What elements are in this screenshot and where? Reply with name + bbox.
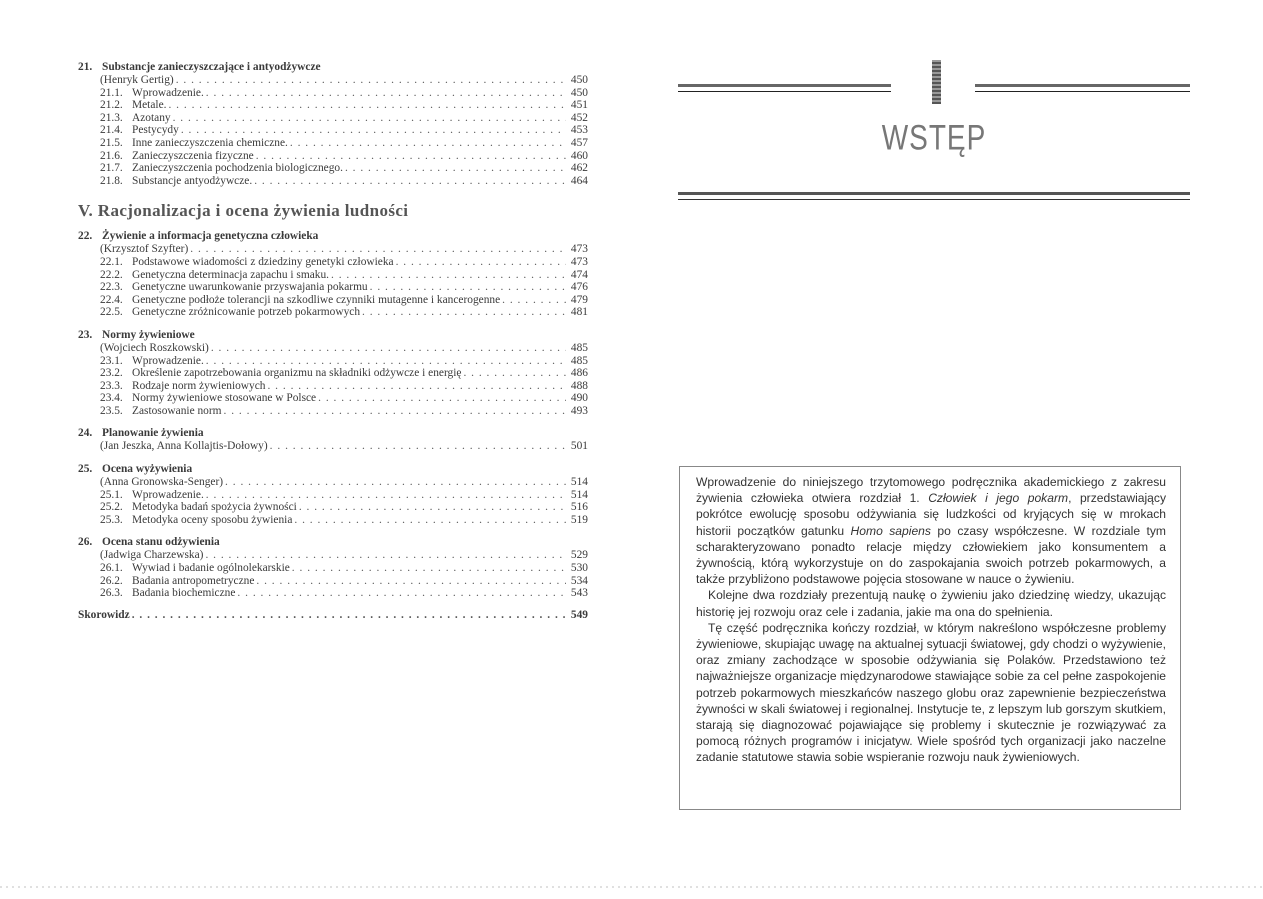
page-number: 462 bbox=[570, 162, 588, 175]
section-number: 22.2. bbox=[100, 268, 123, 281]
section-number: 22.4. bbox=[100, 293, 123, 306]
chapter-author: (Jadwiga Charzewska) bbox=[100, 549, 204, 562]
page-number: 473 bbox=[570, 255, 588, 268]
leader-dots bbox=[225, 476, 566, 489]
section-title: Podstawowe wiadomości z dziedziny genetyki człowieka bbox=[132, 255, 394, 268]
leader-dots bbox=[292, 562, 566, 575]
section-number: 23.5. bbox=[100, 404, 123, 417]
intro-paragraph-3: Tę część podręcznika kończy rozdział, w którym nakreślono współczesne problemy żywieniowe, skupiając uwagę na aktualnej sytuacji światowej, gdy chodzi o wyżywienie, oraz zmiany zachodzące w sposobie odżywiania się Polaków. Przedstawiono też najważniejsze organizacje międzynarodowe stawiające sobie za cel pełne zaspokojenie potrzeb pokarmowych mieszkańców naszego globu oraz zapewnienie bezpieczeństwa żywności w skali światowej i regionalnej. Instytucje te, z lepszym lub gorszym skutkiem, starają się diagnozować pojawiające się problemy i skutecznie je rozwiązywać za pomocą różnych programów i inicjatyw. Wiele spośród tych organizacji jako naczelne zadanie statutowe stawia sobie wspieranie rozwoju nauk żywieniowych. bbox=[696, 620, 1166, 765]
leader-dots bbox=[224, 405, 566, 418]
toc-index-entry[interactable] bbox=[78, 609, 588, 622]
leader-dots bbox=[345, 162, 566, 175]
decorative-rule-left bbox=[678, 84, 891, 92]
section-number: 25.3. bbox=[100, 513, 123, 526]
leader-dots bbox=[331, 269, 566, 282]
leader-dots bbox=[396, 256, 566, 269]
toc-section-row[interactable] bbox=[78, 87, 588, 100]
chapter-author: (Krzysztof Szyfter) bbox=[100, 243, 189, 256]
table-of-contents-page bbox=[78, 60, 588, 621]
section-title: Azotany bbox=[132, 111, 171, 124]
section-number: 23.3. bbox=[100, 379, 123, 392]
intro-paragraph-2: Kolejne dwa rozdziały prezentują naukę o żywieniu jako dziedzinę wiedzy, ukazując historię jej rozwoju oraz cele i zadania, jakie ma ona do spełnienia. bbox=[696, 588, 1166, 619]
decorative-rule-bottom bbox=[678, 192, 1190, 200]
page-number: 543 bbox=[570, 587, 588, 600]
section-number: 23.2. bbox=[100, 367, 123, 380]
section-number: 22.3. bbox=[100, 281, 123, 294]
toc-section-row[interactable] bbox=[78, 150, 588, 163]
page-number: 485 bbox=[570, 341, 588, 354]
chapter-title-text: Ocena wyżywienia bbox=[102, 463, 193, 476]
toc-section-row[interactable] bbox=[78, 575, 588, 588]
section-title: Genetyczne podłoże tolerancji na szkodliwe czynniki mutagenne i kancerogenne bbox=[132, 293, 501, 306]
page-number: 530 bbox=[570, 562, 588, 575]
toc-section-row[interactable] bbox=[78, 392, 588, 405]
chapter-author-row[interactable] bbox=[78, 440, 588, 453]
leader-dots bbox=[502, 294, 566, 307]
leader-dots bbox=[294, 514, 566, 527]
section-title: Wprowadzenie. bbox=[132, 86, 204, 99]
page-number: 501 bbox=[570, 440, 588, 453]
toc-section-row[interactable] bbox=[78, 380, 588, 393]
toc-chapter bbox=[78, 60, 588, 187]
chapter-author-row[interactable] bbox=[78, 243, 588, 256]
section-title: Zanieczyszczenia fizyczne bbox=[132, 149, 254, 162]
toc-section-row[interactable] bbox=[78, 162, 588, 175]
page-number: 457 bbox=[570, 136, 588, 149]
page-number: 493 bbox=[570, 404, 588, 417]
chapter-number: 24. bbox=[78, 427, 93, 440]
page-number: 516 bbox=[570, 501, 588, 514]
leader-dots bbox=[173, 112, 566, 125]
page-number: 486 bbox=[570, 367, 588, 380]
section-title: Określenie zapotrzebowania organizmu na składniki odżywcze i energię bbox=[132, 367, 462, 380]
leader-dots bbox=[181, 124, 566, 137]
toc-chapter bbox=[78, 328, 588, 418]
section-number: 21.5. bbox=[100, 136, 123, 149]
section-title: Metodyka badań spożycia żywności bbox=[132, 501, 297, 514]
toc-section-row[interactable] bbox=[78, 587, 588, 600]
toc-section-row[interactable] bbox=[78, 306, 588, 319]
section-title: Genetyczna determinacja zapachu i smaku. bbox=[132, 268, 330, 281]
section-title: Metale. bbox=[132, 99, 167, 112]
toc-section-row[interactable] bbox=[78, 405, 588, 418]
leader-dots bbox=[256, 150, 566, 163]
section-number: 25.2. bbox=[100, 501, 123, 514]
leader-dots bbox=[206, 355, 566, 368]
leader-dots bbox=[206, 87, 566, 100]
page-number: 529 bbox=[570, 549, 588, 562]
chapter-author-row[interactable] bbox=[78, 342, 588, 355]
section-title: Zanieczyszczenia pochodzenia biologicznego. bbox=[132, 162, 343, 175]
section-title: Wprowadzenie. bbox=[132, 488, 204, 501]
toc-section-row[interactable] bbox=[78, 514, 588, 527]
toc-section-row[interactable] bbox=[78, 99, 588, 112]
toc-section-row[interactable] bbox=[78, 112, 588, 125]
scan-artifact bbox=[0, 886, 1263, 888]
section-title: Zastosowanie norm bbox=[132, 404, 222, 417]
part-title: V. Racjonalizacja i ocena żywienia ludności bbox=[78, 201, 409, 221]
intro-paragraph-1: Wprowadzenie do niniejszego trzytomowego podręcznika akademickiego z zakresu żywienia człowieka otwiera rozdział 1. Człowiek i jego pokarm, przedstawiający pokrótce ewolucję sposobu odżywiania się ludzkości od kryjących się w mrokach historii początków gatunku Homo sapiens po czasy współczesne. W rozdziale tym scharakteryzowano ponadto relacje między człowiekiem jako konsumentem a żywnością, którą wykorzystuje on do zaspokajania swoich potrzeb pokarmowych, a także przybliżono podstawowe pojęcia stosowane w nauce o żywieniu. bbox=[696, 475, 1167, 587]
leader-dots bbox=[176, 74, 566, 87]
section-title: Badania antropometryczne bbox=[132, 574, 255, 587]
toc-section-row[interactable] bbox=[78, 562, 588, 575]
section-number: 26.1. bbox=[100, 562, 123, 575]
toc-section-row[interactable] bbox=[78, 137, 588, 150]
page-number: 453 bbox=[570, 124, 588, 137]
toc-chapter bbox=[78, 426, 588, 453]
section-number: 22.5. bbox=[100, 306, 123, 319]
leader-dots bbox=[270, 440, 566, 453]
section-number: 23.4. bbox=[100, 392, 123, 405]
leader-dots bbox=[237, 587, 566, 600]
section-title: Wprowadzenie. bbox=[132, 354, 204, 367]
leader-dots bbox=[318, 392, 566, 405]
chapter-number: 26. bbox=[78, 536, 93, 549]
section-number: 21.3. bbox=[100, 111, 123, 124]
leader-dots bbox=[299, 501, 566, 514]
chapter-title[interactable] bbox=[78, 60, 588, 74]
page-number: 488 bbox=[570, 379, 588, 392]
leader-dots bbox=[267, 380, 566, 393]
toc-section-row[interactable] bbox=[78, 501, 588, 514]
chapter-title[interactable] bbox=[78, 426, 588, 440]
section-number: 25.1. bbox=[100, 488, 123, 501]
chapter-number: 21. bbox=[78, 61, 93, 73]
toc-chapter bbox=[78, 535, 588, 599]
toc-section-row[interactable] bbox=[78, 269, 588, 282]
toc-section-row[interactable] bbox=[78, 294, 588, 307]
chapter-title-text: Żywienie a informacja genetyczna człowieka bbox=[102, 230, 319, 243]
chapter-author-row[interactable] bbox=[78, 74, 588, 87]
chapter-title-text: Planowanie żywienia bbox=[102, 427, 204, 440]
chapter-title-text: Normy żywieniowe bbox=[102, 328, 195, 341]
leader-dots bbox=[370, 281, 566, 294]
toc-section-row[interactable] bbox=[78, 256, 588, 269]
section-title: Wywiad i badanie ogólnolekarskie bbox=[132, 562, 290, 575]
section-title: Badania biochemiczne bbox=[132, 587, 236, 600]
leader-dots bbox=[168, 99, 566, 112]
leader-dots bbox=[205, 549, 566, 562]
page-number: 450 bbox=[570, 86, 588, 99]
section-title: Rodzaje norm żywieniowych bbox=[132, 379, 266, 392]
section-number: 21.6. bbox=[100, 149, 123, 162]
page-number: 514 bbox=[570, 476, 588, 489]
chapter-number: 25. bbox=[78, 463, 93, 476]
page-number: 479 bbox=[570, 293, 588, 306]
toc-chapter-21 bbox=[78, 60, 588, 187]
toc-section-row[interactable] bbox=[78, 175, 588, 188]
section-number: 21.1. bbox=[100, 86, 123, 99]
page-number: 451 bbox=[570, 99, 588, 112]
section-number: 21.2. bbox=[100, 99, 123, 112]
page-number: 464 bbox=[570, 174, 588, 187]
page-number: 450 bbox=[570, 74, 588, 86]
chapter-number: 23. bbox=[78, 328, 93, 341]
leader-dots bbox=[206, 489, 566, 502]
page-number: 490 bbox=[570, 392, 588, 405]
chapter-author: (Anna Gronowska-Senger) bbox=[100, 476, 224, 489]
page-number: 481 bbox=[570, 306, 588, 319]
section-title: Normy żywieniowe stosowane w Polsce bbox=[132, 392, 317, 405]
toc-section-row[interactable] bbox=[78, 281, 588, 294]
toc-section-row[interactable] bbox=[78, 367, 588, 380]
intro-text-box bbox=[679, 466, 1181, 810]
page-number: 452 bbox=[570, 111, 588, 124]
page-number: 460 bbox=[570, 149, 588, 162]
section-number: 26.3. bbox=[100, 587, 123, 600]
section-number: 21.8. bbox=[100, 174, 123, 187]
section-title: Genetyczne uwarunkowanie przyswajania pokarmu bbox=[132, 281, 368, 294]
index-title: Skorowidz bbox=[78, 608, 130, 621]
chapter-title[interactable] bbox=[78, 328, 588, 342]
toc-section-row[interactable] bbox=[78, 124, 588, 137]
page-number: 534 bbox=[570, 574, 588, 587]
page-number: 485 bbox=[570, 354, 588, 367]
leader-dots bbox=[362, 306, 566, 319]
index-page: 549 bbox=[570, 608, 588, 621]
section-number: 21.7. bbox=[100, 162, 123, 175]
chapter-title[interactable] bbox=[78, 462, 588, 476]
leader-dots bbox=[190, 243, 566, 256]
decorative-rule-right bbox=[975, 84, 1190, 92]
toc-chapter bbox=[78, 462, 588, 526]
section-title: Inne zanieczyszczenia chemiczne. bbox=[132, 136, 288, 149]
chapter-author-row[interactable] bbox=[78, 549, 588, 562]
section-number: 23.1. bbox=[100, 354, 123, 367]
page-number: 474 bbox=[570, 268, 588, 281]
chapter-marker-roman-one bbox=[932, 60, 941, 104]
chapter-author: (Jan Jeszka, Anna Kollajtis-Dołowy) bbox=[100, 440, 268, 453]
leader-dots bbox=[254, 175, 566, 188]
leader-dots bbox=[256, 575, 566, 588]
section-title: Pestycydy bbox=[132, 124, 179, 137]
chapter-number: 22. bbox=[78, 230, 93, 243]
section-number: 26.2. bbox=[100, 574, 123, 587]
toc-part-chapters bbox=[78, 229, 588, 599]
section-title: Genetyczne zróżnicowanie potrzeb pokarmowych bbox=[132, 306, 361, 319]
chapter-title[interactable] bbox=[78, 535, 588, 549]
page-number: 476 bbox=[570, 281, 588, 294]
leader-dots bbox=[290, 137, 566, 150]
section-title: Metodyka oceny sposobu żywienia bbox=[132, 513, 293, 526]
leader-dots bbox=[211, 342, 566, 355]
page-number: 519 bbox=[570, 513, 588, 526]
toc-section-row[interactable] bbox=[78, 489, 588, 502]
toc-chapter bbox=[78, 229, 588, 319]
chapter-heading: WSTĘP bbox=[881, 118, 987, 157]
section-number: 22.1. bbox=[100, 255, 123, 268]
chapter-title[interactable] bbox=[78, 229, 588, 243]
chapter-title-text: Ocena stanu odżywienia bbox=[102, 536, 220, 549]
leader-dots bbox=[463, 367, 566, 380]
chapter-author: (Wojciech Roszkowski) bbox=[100, 341, 209, 354]
chapter-author-row[interactable] bbox=[78, 476, 588, 489]
toc-section-row[interactable] bbox=[78, 355, 588, 368]
page-number: 514 bbox=[570, 488, 588, 501]
section-number: 21.4. bbox=[100, 124, 123, 137]
page-number: 473 bbox=[570, 243, 588, 256]
chapter-title-text: Substancje zanieczyszczające i antyodżywcze bbox=[102, 61, 321, 73]
leader-dots bbox=[132, 609, 566, 622]
chapter-author: (Henryk Gertig) bbox=[100, 74, 174, 86]
section-title: Substancje antyodżywcze. bbox=[132, 174, 253, 187]
